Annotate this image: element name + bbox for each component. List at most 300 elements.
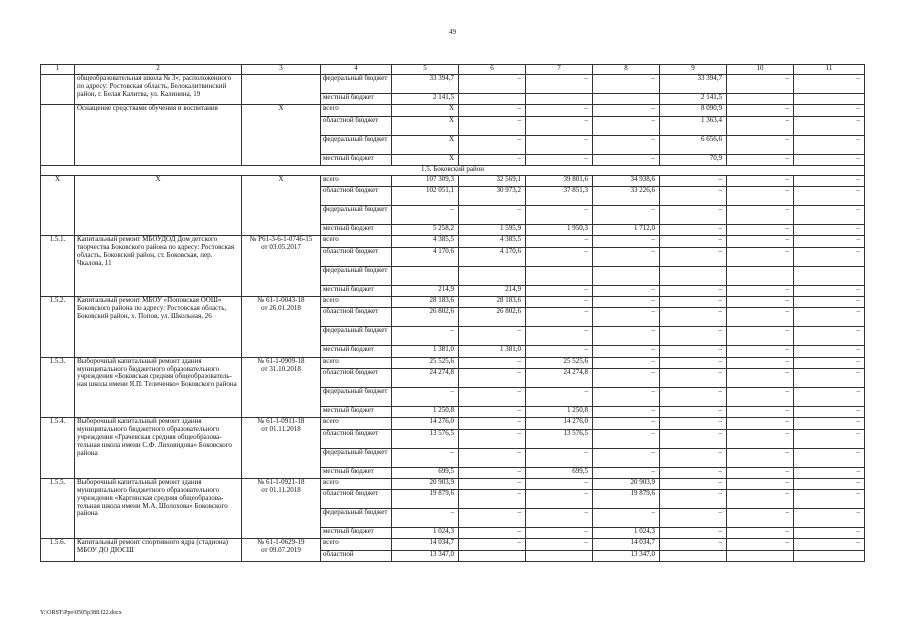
value-cell: Х (392, 154, 459, 165)
value-cell: – (727, 297, 794, 308)
permit-date: от 26.01.2018 (261, 303, 301, 312)
value-cell (794, 266, 865, 285)
value-cell: – (660, 187, 727, 206)
value-cell: 28 183,6 (392, 297, 459, 308)
budget-type: местный бюджет (321, 346, 392, 357)
value-cell: – (593, 116, 660, 135)
item-code: Х (242, 175, 321, 236)
value-cell: – (794, 429, 865, 448)
value-cell: – (794, 285, 865, 296)
value-cell: – (526, 387, 593, 406)
column-header: 8 (593, 65, 660, 75)
value-cell: – (794, 539, 865, 550)
value-cell: – (727, 206, 794, 225)
table-row (41, 357, 865, 368)
page-number: 49 (449, 28, 456, 36)
value-cell: – (660, 387, 727, 406)
value-cell: 1 024,3 (392, 528, 459, 539)
value-cell: – (727, 327, 794, 346)
item-number: 1.5.3. (41, 357, 75, 418)
value-cell: – (727, 187, 794, 206)
value-cell: – (660, 509, 727, 528)
value-cell: – (727, 346, 794, 357)
item-name: Капитальный ремонт МБОУДОД Дом детского творчества Боковского района по адресу: Ростовская область, Боковский район, ст. Боковская, пер. Чкалова, 11 (75, 236, 242, 297)
value-cell: – (526, 478, 593, 489)
value-cell: – (593, 346, 660, 357)
value-cell: – (794, 418, 865, 429)
item-number: 1.5.5. (41, 478, 75, 539)
value-cell: – (727, 368, 794, 387)
value-cell: – (593, 357, 660, 368)
value-cell: 33 226,6 (593, 187, 660, 206)
value-cell: – (660, 357, 727, 368)
value-cell: – (593, 75, 660, 94)
value-cell: – (526, 308, 593, 327)
budget-type: областной бюджет (321, 429, 392, 448)
value-cell: – (459, 154, 526, 165)
value-cell (727, 266, 794, 285)
value-cell: 33 394,7 (392, 75, 459, 94)
value-cell: – (526, 346, 593, 357)
value-cell: – (727, 247, 794, 266)
item-number: 1.5.4. (41, 418, 75, 479)
budget-type: областной бюджет (321, 490, 392, 509)
value-cell: – (727, 116, 794, 135)
value-cell: – (459, 406, 526, 417)
value-cell: – (593, 418, 660, 429)
item-number (41, 105, 75, 166)
permit-number: № 61-1-0629-19 (257, 538, 305, 547)
value-cell: – (660, 478, 727, 489)
value-cell: – (727, 509, 794, 528)
value-cell: – (459, 467, 526, 478)
value-cell: – (794, 206, 865, 225)
budget-type: всего (321, 105, 392, 116)
budget-type: местный бюджет (321, 528, 392, 539)
value-cell: – (794, 187, 865, 206)
item-code (242, 478, 321, 539)
value-cell: – (593, 135, 660, 154)
item-code (242, 75, 321, 105)
value-cell: 24 274,8 (526, 368, 593, 387)
value-cell: – (660, 225, 727, 236)
value-cell: Х (392, 116, 459, 135)
value-cell: – (593, 105, 660, 116)
value-cell (593, 94, 660, 105)
item-name: Капитальный ремонт МБОУ «Поповская ООШ» Боковского района по адресу: Ростовская область, Боковский район, х. Попов, ул. Школьная, 26 (75, 297, 242, 358)
value-cell: Х (392, 105, 459, 116)
value-cell: 102 051,1 (392, 187, 459, 206)
column-header: 1 (41, 65, 75, 75)
value-cell: 39 801,6 (526, 175, 593, 186)
value-cell (727, 94, 794, 105)
budget-type: всего (321, 418, 392, 429)
table-row (41, 105, 865, 116)
value-cell (526, 94, 593, 105)
value-cell: Х (392, 135, 459, 154)
item-code (242, 236, 321, 297)
value-cell: 1 595,9 (459, 225, 526, 236)
value-cell: – (593, 467, 660, 478)
item-name: Капитальный ремонт спортивного ядра (стадиона) МБОУ ДО ДЮСШ (75, 539, 242, 562)
value-cell: – (593, 387, 660, 406)
value-cell: 6 656,6 (660, 135, 727, 154)
value-cell: – (459, 429, 526, 448)
value-cell: 14 034,7 (593, 539, 660, 550)
value-cell (660, 266, 727, 285)
column-header: 5 (392, 65, 459, 75)
column-header: 3 (242, 65, 321, 75)
value-cell: – (526, 135, 593, 154)
value-cell: – (526, 154, 593, 165)
value-cell: – (727, 285, 794, 296)
value-cell: – (727, 467, 794, 478)
value-cell: 19 879,6 (593, 490, 660, 509)
value-cell: – (660, 327, 727, 346)
budget-type: всего (321, 539, 392, 550)
value-cell: – (526, 327, 593, 346)
value-cell: – (727, 308, 794, 327)
value-cell: – (727, 528, 794, 539)
value-cell: – (459, 418, 526, 429)
item-code: Х (242, 105, 321, 166)
value-cell: – (392, 327, 459, 346)
header-row (41, 65, 865, 75)
value-cell: 37 851,3 (526, 187, 593, 206)
value-cell (392, 266, 459, 285)
value-cell: – (593, 206, 660, 225)
value-cell: – (794, 528, 865, 539)
budget-type: местный бюджет (321, 225, 392, 236)
value-cell (593, 266, 660, 285)
value-cell: – (660, 539, 727, 550)
value-cell: – (794, 357, 865, 368)
value-cell: – (794, 387, 865, 406)
value-cell: – (660, 206, 727, 225)
value-cell: 4 170,6 (459, 247, 526, 266)
value-cell: – (660, 236, 727, 247)
value-cell: 25 525,6 (392, 357, 459, 368)
value-cell: – (459, 327, 526, 346)
budget-type: всего (321, 236, 392, 247)
value-cell (794, 94, 865, 105)
value-cell: 24 274,8 (392, 368, 459, 387)
item-name: общеобразовательная школа № 3», расположенного по адресу: Ростовская область, Белокалитвинский район, г. Белая Калитва, ул. Калинина, 19 (75, 75, 242, 105)
value-cell: – (593, 429, 660, 448)
value-cell: – (459, 368, 526, 387)
permit-date: от 31.10.2018 (261, 364, 301, 373)
value-cell: – (794, 225, 865, 236)
budget-type: всего (321, 478, 392, 489)
value-cell: – (593, 327, 660, 346)
value-cell: – (794, 308, 865, 327)
value-cell: – (794, 75, 865, 94)
value-cell: 4 170,6 (392, 247, 459, 266)
value-cell: – (459, 490, 526, 509)
value-cell: 13 347,0 (593, 550, 660, 561)
value-cell: – (526, 285, 593, 296)
value-cell: 107 309,3 (392, 175, 459, 186)
value-cell: 30 973,2 (459, 187, 526, 206)
value-cell: – (593, 247, 660, 266)
item-name: Х (75, 175, 242, 236)
value-cell: 214,9 (392, 285, 459, 296)
value-cell: – (392, 509, 459, 528)
value-cell: – (593, 509, 660, 528)
item-number: 1.5.2. (41, 297, 75, 358)
column-header: 10 (727, 65, 794, 75)
value-cell: – (727, 236, 794, 247)
value-cell: – (459, 357, 526, 368)
value-cell: 4 385,5 (459, 236, 526, 247)
value-cell: – (794, 448, 865, 467)
value-cell: – (660, 406, 727, 417)
value-cell: – (794, 490, 865, 509)
value-cell: – (660, 175, 727, 186)
value-cell: – (392, 387, 459, 406)
value-cell: – (459, 75, 526, 94)
column-header: 11 (794, 65, 865, 75)
value-cell: – (794, 478, 865, 489)
value-cell: 26 802,6 (459, 308, 526, 327)
value-cell: 8 090,9 (660, 105, 727, 116)
value-cell: 1 381,0 (392, 346, 459, 357)
table-row (41, 539, 865, 550)
budget-type: областной бюджет (321, 116, 392, 135)
table-row (41, 75, 865, 94)
value-cell: – (526, 490, 593, 509)
value-cell: – (593, 406, 660, 417)
value-cell: – (727, 387, 794, 406)
value-cell: – (727, 135, 794, 154)
value-cell (794, 550, 865, 561)
value-cell: – (727, 154, 794, 165)
value-cell: – (593, 236, 660, 247)
table-row (41, 418, 865, 429)
budget-type: федеральный бюджет (321, 135, 392, 154)
value-cell: 5 258,2 (392, 225, 459, 236)
column-header: 6 (459, 65, 526, 75)
budget-type: всего (321, 297, 392, 308)
value-cell: – (727, 406, 794, 417)
value-cell: 33 394,7 (660, 75, 727, 94)
value-cell: – (660, 490, 727, 509)
value-cell: 1 381,0 (459, 346, 526, 357)
value-cell: – (660, 368, 727, 387)
budget-type: федеральный бюджет (321, 387, 392, 406)
value-cell: – (794, 346, 865, 357)
value-cell: – (727, 75, 794, 94)
value-cell: – (593, 154, 660, 165)
value-cell: – (660, 346, 727, 357)
value-cell: – (794, 175, 865, 186)
value-cell: – (727, 490, 794, 509)
permit-number: № 61-1-0909-18 (257, 357, 305, 365)
budget-type: областной бюджет (321, 308, 392, 327)
section-title: 1.5. Боковский район (41, 165, 865, 175)
value-cell: – (526, 509, 593, 528)
item-number: Х (41, 175, 75, 236)
value-cell: 1 250,8 (526, 406, 593, 417)
value-cell: – (526, 236, 593, 247)
value-cell: 28 183,6 (459, 297, 526, 308)
permit-number: № 61-1-0921-18 (257, 478, 305, 486)
value-cell: – (526, 539, 593, 550)
value-cell: 13 576,5 (526, 429, 593, 448)
permit-date: от 01.11.2018 (261, 485, 301, 494)
value-cell: – (459, 448, 526, 467)
value-cell: – (794, 406, 865, 417)
item-name: Оснащение средствами обучения и воспитания (75, 105, 242, 166)
value-cell: 20 903,9 (392, 478, 459, 489)
table-row (41, 297, 865, 308)
value-cell: – (593, 285, 660, 296)
permit-number: № Р61-3-6-1-0746-15 (249, 235, 313, 244)
value-cell: – (459, 387, 526, 406)
budget-type: местный бюджет (321, 467, 392, 478)
value-cell: – (459, 528, 526, 539)
budget-type: федеральный бюджет (321, 266, 392, 285)
value-cell: – (727, 357, 794, 368)
value-cell: – (459, 135, 526, 154)
value-cell: – (526, 116, 593, 135)
value-cell: – (727, 478, 794, 489)
budget-type: федеральный бюджет (321, 327, 392, 346)
budget-type: всего (321, 357, 392, 368)
value-cell: 214,9 (459, 285, 526, 296)
value-cell: – (794, 327, 865, 346)
value-cell: – (660, 429, 727, 448)
value-cell (526, 266, 593, 285)
value-cell: 14 034,7 (392, 539, 459, 550)
value-cell (526, 550, 593, 561)
value-cell: 34 938,6 (593, 175, 660, 186)
item-name: Выборочный капитальный ремонт здания муниципального бюджетного образовательного учреждения «Грачевская средняя общеобразова-тельная школа имени С.Ф. Лиховидова» Боковского района (75, 418, 242, 479)
budget-table (40, 64, 865, 562)
value-cell: – (727, 448, 794, 467)
value-cell (459, 266, 526, 285)
value-cell: – (593, 448, 660, 467)
value-cell: – (794, 236, 865, 247)
item-name: Выборочный капитальный ремонт здания муниципального бюджетного образовательного учреждения «Боковская средняя общеобразователь-ная школа имени Я.П. Теличенко» Боковского района (75, 357, 242, 418)
value-cell: – (660, 418, 727, 429)
budget-type: федеральный бюджет (321, 448, 392, 467)
table-row (41, 175, 865, 186)
budget-type: местный бюджет (321, 154, 392, 165)
file-path: Y:\ORST\Ppo\0505p388.f22.docx (40, 610, 122, 616)
value-cell: – (459, 478, 526, 489)
value-cell: – (459, 105, 526, 116)
value-cell (459, 550, 526, 561)
value-cell: 20 903,9 (593, 478, 660, 489)
table-row (41, 236, 865, 247)
value-cell: 1 950,3 (526, 225, 593, 236)
budget-type: федеральный бюджет (321, 206, 392, 225)
value-cell: 25 525,6 (526, 357, 593, 368)
budget-type: федеральный бюджет (321, 509, 392, 528)
value-cell: – (526, 105, 593, 116)
value-cell: – (526, 206, 593, 225)
budget-type: местный бюджет (321, 94, 392, 105)
value-cell: 26 802,6 (392, 308, 459, 327)
permit-date: от 09.07.2019 (261, 546, 301, 555)
value-cell: 699,5 (392, 467, 459, 478)
value-cell: – (660, 308, 727, 327)
item-number: 1.5.1. (41, 236, 75, 297)
value-cell: – (392, 206, 459, 225)
value-cell: – (727, 539, 794, 550)
value-cell: – (727, 175, 794, 186)
value-cell: – (593, 308, 660, 327)
value-cell: – (794, 135, 865, 154)
value-cell: – (660, 448, 727, 467)
value-cell: – (794, 297, 865, 308)
budget-type: областной бюджет (321, 247, 392, 266)
item-code (242, 297, 321, 358)
value-cell: – (727, 418, 794, 429)
value-cell: 14 276,0 (392, 418, 459, 429)
value-cell: 13 576,5 (392, 429, 459, 448)
value-cell (727, 550, 794, 561)
item-name: Выборочный капитальный ремонт здания муниципального бюджетного образовательного учреждения «Каргинская средняя общеобразова-тельная школа имени М.А. Шолохова» Боковского района (75, 478, 242, 539)
value-cell: 19 879,6 (392, 490, 459, 509)
column-header: 7 (526, 65, 593, 75)
value-cell: – (526, 528, 593, 539)
value-cell: – (727, 429, 794, 448)
value-cell: 1 363,4 (660, 116, 727, 135)
value-cell: 1 250,8 (392, 406, 459, 417)
value-cell: 13 347,0 (392, 550, 459, 561)
column-header: 9 (660, 65, 727, 75)
value-cell: – (660, 467, 727, 478)
value-cell: 2 141,5 (392, 94, 459, 105)
item-code (242, 357, 321, 418)
value-cell: 1 712,0 (593, 225, 660, 236)
value-cell: – (593, 368, 660, 387)
permit-date: от 03.05.2017 (261, 243, 301, 252)
budget-type: областной бюджет (321, 368, 392, 387)
value-cell: – (794, 154, 865, 165)
value-cell: – (794, 116, 865, 135)
value-cell: – (526, 75, 593, 94)
value-cell: – (727, 225, 794, 236)
budget-type: федеральный бюджет (321, 75, 392, 94)
value-cell (459, 94, 526, 105)
value-cell: 699,5 (526, 467, 593, 478)
budget-type: местный бюджет (321, 406, 392, 417)
value-cell: – (392, 448, 459, 467)
budget-type: местный бюджет (321, 285, 392, 296)
value-cell: – (459, 116, 526, 135)
value-cell: – (526, 247, 593, 266)
permit-number: № 61-1-0043-18 (257, 296, 305, 305)
column-header: 4 (321, 65, 392, 75)
value-cell: 4 385,5 (392, 236, 459, 247)
value-cell: – (660, 297, 727, 308)
value-cell: 70,9 (660, 154, 727, 165)
permit-date: от 01.11.2018 (261, 425, 301, 434)
budget-type: областной (321, 550, 392, 561)
budget-type: всего (321, 175, 392, 186)
value-cell: – (794, 368, 865, 387)
column-header: 2 (75, 65, 242, 75)
value-cell: 2 141,5 (660, 94, 727, 105)
section-row (41, 165, 865, 175)
value-cell: – (459, 509, 526, 528)
value-cell: – (526, 448, 593, 467)
value-cell: – (660, 285, 727, 296)
value-cell: 14 276,0 (526, 418, 593, 429)
